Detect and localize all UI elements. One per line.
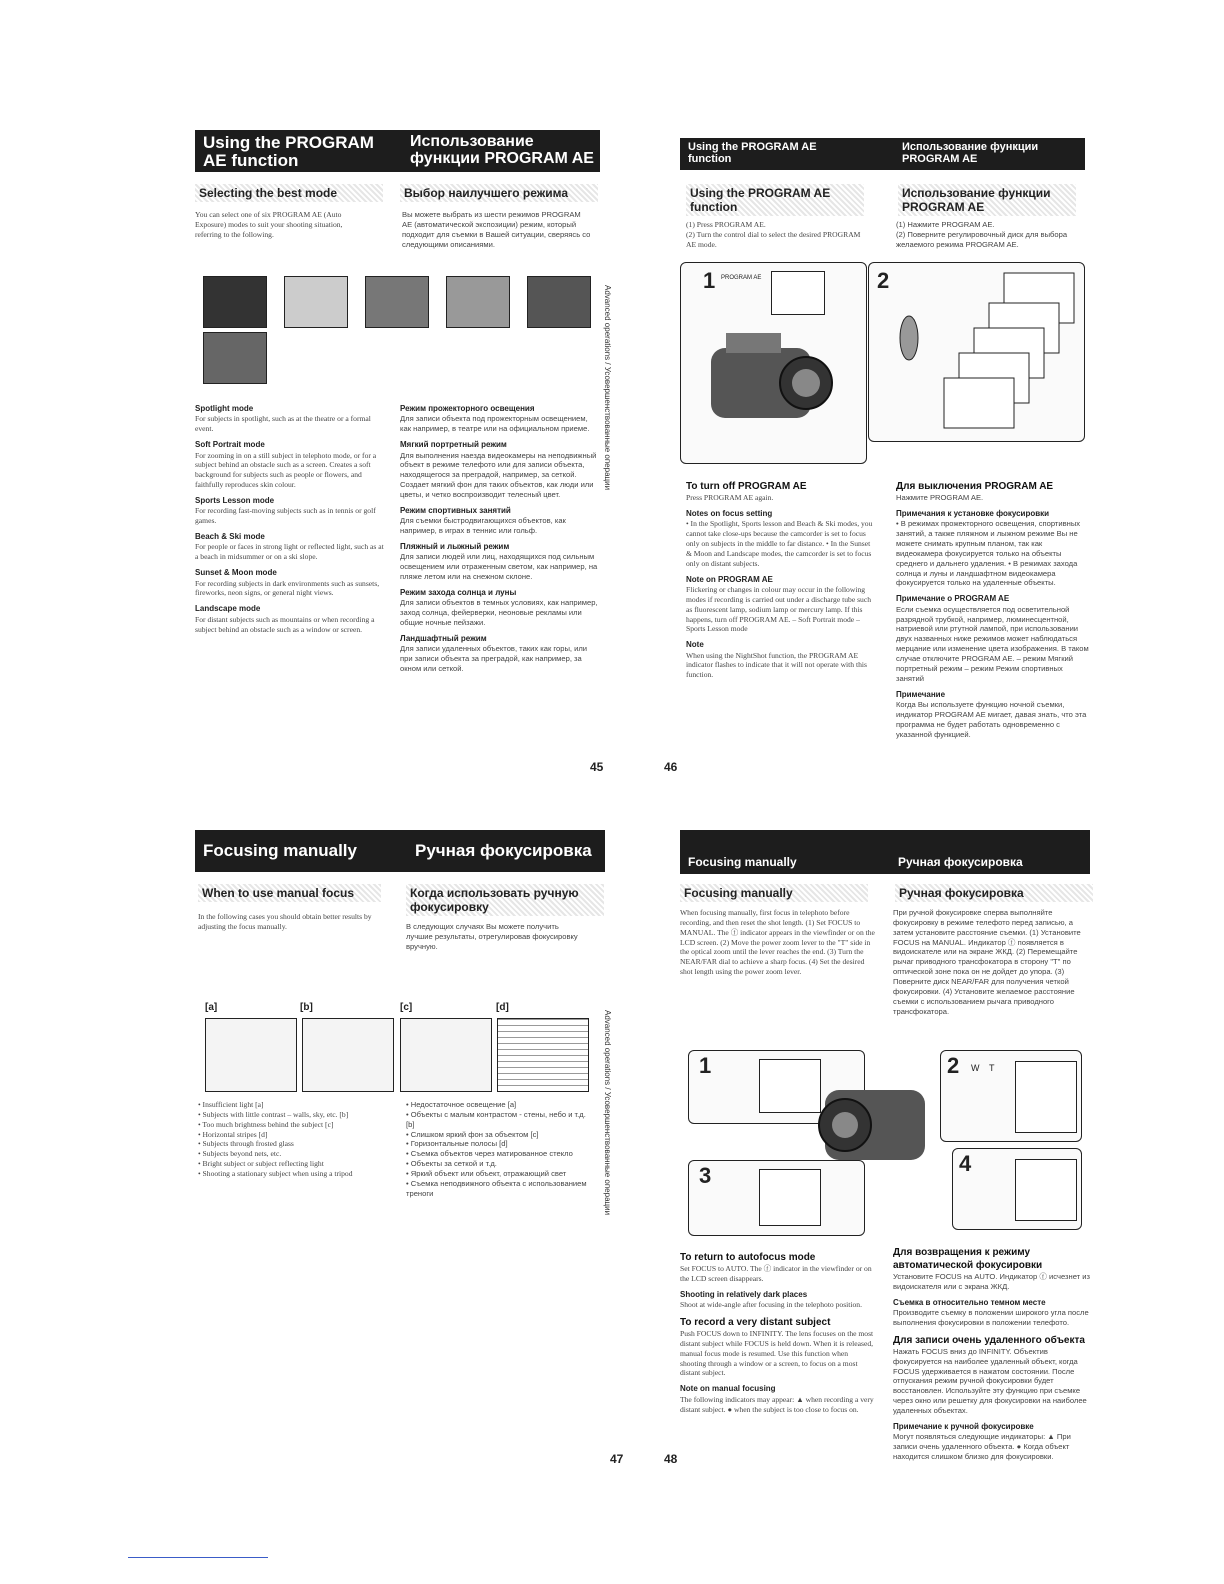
p47-page-number: 47 <box>610 1452 624 1466</box>
step-1-badge: 1 <box>699 1053 712 1078</box>
p47-side-tab: Advanced operations / Усовершенствованные операции <box>603 1010 612 1216</box>
panel-label-b: [b] <box>300 1002 313 1013</box>
para: Shoot at wide-angle after focusing in the telephoto position. <box>680 1300 862 1310</box>
mode-photo-landscape <box>203 332 267 384</box>
step-1-badge: 1 <box>703 268 716 293</box>
p48-title-ru: Ручная фокусировка <box>898 855 1023 869</box>
para: The following indicators may appear: ▲ when recording a very distant subject. ● when the subject is too close to focus on. <box>680 1394 874 1414</box>
p46-text-ru <box>896 474 1091 739</box>
heading: Примечания к установке фокусировки <box>896 508 1050 518</box>
p46-section-ru: Использование функции PROGRAM AE <box>898 184 1076 216</box>
heading: Съемка в относительно темном месте <box>893 1297 1046 1307</box>
heading: Note <box>686 640 704 650</box>
mode-title: Режим захода солнца и луны <box>400 587 517 597</box>
p45-title-en: Using the PROGRAM AE function <box>203 133 374 170</box>
mode-desc: For people or faces in strong light or reflected light, such as at a beach in midsummer or on a ski slope. <box>195 542 384 562</box>
heading: Shooting in relatively dark places <box>680 1289 808 1299</box>
focus-illustration-step-2 <box>940 1050 1082 1142</box>
p45-intro-ru: Вы можете выбрать из шести режимов PROGRAM AE (автоматической экспозиции) режим, который подходит для съемки в Вашей ситуации, сверяясь со следующими описаниями. <box>402 210 591 249</box>
heading: Для выключения PROGRAM AE <box>896 481 1054 492</box>
mode-desc: Для выполнения наезда видеокамеры на неподвижный объект в режиме телефото или для записи объекта, находящегося за преградой, например, за сеткой. Создает мягкий фон для таких объектов, как люди или цветы, и четко воспроизводит телесный цвет. <box>400 450 597 499</box>
control-dial-icon <box>869 263 1084 441</box>
p45-side-tab: Advanced operations / Усовершенствованные операции <box>603 285 612 491</box>
heading: Для возвращения к режиму автоматической фокусировки <box>893 1247 1043 1271</box>
p48-section-en: Focusing manually <box>680 884 868 902</box>
para: Если съемка осуществляется под осветительной разрядной трубкой, например, люминесцентной, натриевой или ртутной лампой, при использовании двух названных ниже режимов может наблюдаться мерцание или изменение цвета изображения. В таком случае отключите PROGRAM AE. – режим Мягкий портретный режим – режим Режим спортивных занятий <box>896 604 1089 683</box>
p46-text-en <box>686 474 876 680</box>
panel-c-window-drawing <box>400 1018 492 1092</box>
p45-section-ru: Выбор наилучшего режима <box>400 184 598 202</box>
heading: Примечание к ручной фокусировке <box>893 1421 1034 1431</box>
step: (2) Turn the control dial to select the desired PROGRAM AE mode. <box>686 229 861 249</box>
step: (1) Нажмите PROGRAM AE. <box>896 220 995 229</box>
p47-title-ru: Ручная фокусировка <box>415 841 592 860</box>
p45-modes-ru <box>400 398 600 674</box>
mode-photo-beach <box>446 276 510 328</box>
p47-section-ru: Когда использовать ручную фокусировку <box>406 884 604 916</box>
heading: Notes on focus setting <box>686 508 773 518</box>
p47-intro-ru: В следующих случаях Вы можете получить лучшие результаты, отрегулировав фокусировку вручную. <box>406 922 578 951</box>
list-item: • Horizontal stripes [d] <box>198 1129 268 1139</box>
mode-desc: For zooming in on a still subject in telephoto mode, or for a subject behind an obstacle such as a screen. Creates a soft background for subjects such as people or flowers, and faithfully reproduces skin colour. <box>195 450 377 490</box>
p45-title-ru: Использование функции PROGRAM AE <box>410 133 594 167</box>
mode-title: Landscape mode <box>195 604 261 614</box>
heading: Для записи очень удаленного объекта <box>893 1334 1085 1346</box>
heading: Примечание о PROGRAM AE <box>896 594 1010 604</box>
mode-desc: For recording fast-moving subjects such as in tennis or golf games. <box>195 506 376 526</box>
para: Press PROGRAM AE again. <box>686 493 774 502</box>
para: • In the Spotlight, Sports lesson and Beach & Ski modes, you cannot take close-ups because the camcorder is set to focus only on subjects in the middle to far distance. • In the Sunset & Moon and Landscape modes, the camcorder is set to focus only on distant subjects. <box>686 519 873 568</box>
mode-desc: Для записи удаленных объектов, таких как горы, или при записи объекта за преградой, как например, за окном или сеткой. <box>400 644 588 673</box>
list-item: • Объекты за сеткой и т.д. <box>406 1159 497 1169</box>
panel-d-stripes-drawing <box>497 1018 589 1092</box>
mode-title: Beach & Ski mode <box>195 532 265 542</box>
p48-page-number: 48 <box>664 1452 678 1466</box>
mode-desc: Для записи объекта под прожекторным освещением, как например, в театре или на официальном приеме. <box>400 414 590 434</box>
mode-title: Пляжный и лыжный режим <box>400 541 510 551</box>
camcorder-icon <box>681 263 866 463</box>
para: Flickering or changes in colour may occur in the following modes if recording is carried out under a discharge tube such as fluorescent lamp, sodium lamp or mercury lamp. If this happens, turn off PROGRAM AE. – Soft Portrait mode – Sports Lesson mode <box>686 584 872 634</box>
zoom-t-label: T <box>989 1063 995 1073</box>
list-item: • Bright subject or subject reflecting light <box>198 1159 324 1169</box>
focus-illustration-step-4 <box>952 1148 1082 1230</box>
list-item: • Съемка объектов через матированное стекло <box>406 1149 573 1159</box>
p46-title-ru: Использование функции PROGRAM AE <box>902 141 1039 165</box>
para: Когда Вы используете функцию ночной съемки, индикатор PROGRAM AE мигает, давая знать, что эта программа не будет работать одновременно с указанной функцией. <box>896 699 1087 739</box>
step: (2) Поверните регулировочный диск для выбора желаемого режима PROGRAM AE. <box>896 229 1068 249</box>
p46-title-banner <box>680 138 1085 170</box>
p45-page-number: 45 <box>590 760 604 774</box>
p48-intro-en: When focusing manually, first focus in telephoto before recording, and then reset the shot length. (1) Set FOCUS to MANUAL. The ⓕ indicator appears in the viewfinder or on the LCD screen. (2) Move the power zoom lever to the "T" side in the optical zoom until the lever reaches the end. (3) Turn the NEAR/FAR dial to achieve a sharp focus. (4) Set the desired shot length using the power zoom lever. <box>680 908 875 977</box>
mode-photo-portrait <box>284 276 348 328</box>
mode-title: Режим прожекторного освещения <box>400 404 535 413</box>
mode-desc: Для записи объектов в темных условиях, как например, заход солнца, фейерверки, неоновые рекламы или общие ночные пейзажи. <box>400 598 598 627</box>
list-item: • Insufficient light [a] <box>198 1100 264 1109</box>
list-item: • Shooting a stationary subject when using a tripod <box>198 1169 353 1179</box>
focus-illustration-step-3 <box>688 1160 865 1236</box>
panel-label-a: [a] <box>205 1002 218 1013</box>
list-item: • Too much brightness behind the subject [c] <box>198 1119 334 1129</box>
viewfinder-screen <box>1015 1061 1077 1133</box>
mode-title: Sunset & Moon mode <box>195 568 277 578</box>
mode-desc: For distant subjects such as mountains or when recording a subject behind an obstacle such as a window or screen. <box>195 614 375 634</box>
p47-title-en: Focusing manually <box>203 841 357 860</box>
p46-section-en: Using the PROGRAM AE function <box>686 184 864 216</box>
list-item: • Subjects with little contrast – walls, sky, etc. [b] <box>198 1109 349 1119</box>
para: Нажмите PROGRAM AE. <box>896 493 984 502</box>
para: Производите съемку в положении широкого угла после выполнения фокусировки в положении телефото. <box>893 1308 1089 1327</box>
p46-page-number: 46 <box>664 760 678 774</box>
mode-title: Spotlight mode <box>195 404 254 413</box>
p47-intro-en: In the following cases you should obtain better results by adjusting the focus manually. <box>198 912 372 931</box>
heading: Note on manual focusing <box>680 1384 776 1394</box>
step-2-badge: 2 <box>947 1053 960 1078</box>
viewfinder-screen <box>759 1169 821 1226</box>
p48-intro-ru: При ручной фокусировке сперва выполняйте фокусировку в режиме телефото перед записью, а затем установите расстояние съемки. (1) Установите FOCUS на MANUAL. Индикатор ⓕ появляется в видоискателе или на экране ЖКД. (2) Перемещайте рычаг приводного трансфокатора в сторону "T" по оптической зоне пока он не дойдет до упора. (3) Поверните диск NEAR/FAR для получения четкой фокусировки. (4) Установите желаемое расстояние съемки с использованием рычага приводного трансфокатора. <box>893 908 1081 1016</box>
viewfinder-screen <box>1015 1159 1077 1221</box>
mode-title: Мягкий портретный режим <box>400 440 507 450</box>
heading: Note on PROGRAM AE <box>686 574 773 584</box>
panel-label-d: [d] <box>496 1002 509 1013</box>
p48-title-en: Focusing manually <box>688 855 797 869</box>
para: When using the NightShot function, the PROGRAM AE indicator flashes to indicate that it will not operate with this function. <box>686 650 867 680</box>
para: Установите FOCUS на AUTO. Индикатор ⓕ исчезнет из видоискателя или с экрана ЖКД. <box>893 1272 1090 1291</box>
heading: To turn off PROGRAM AE <box>686 481 807 492</box>
p48-title-banner <box>680 830 1090 874</box>
para: • В режимах прожекторного освещения, спортивных занятий, а также пляжном и лыжном режиме Вы не можете снимать крупным планом, так как видеокамера фокусируется только на объекты среднего и дальнего удаления. • В режимах захода солнца и луны и ландшафтном видеокамера фокусируется только на удаленные объекты. <box>896 519 1081 588</box>
mode-photo-sports <box>365 276 429 328</box>
p48-text-en <box>680 1245 875 1414</box>
p47-list-ru <box>406 1100 596 1199</box>
mode-desc: For subjects in spotlight, such as at the theatre or a formal event. <box>195 414 371 434</box>
list-item: • Subjects beyond nets, etc. <box>198 1149 282 1159</box>
panel-b-wall-drawing <box>302 1018 394 1092</box>
step-4-badge: 4 <box>959 1151 972 1176</box>
mode-title: Sports Lesson mode <box>195 495 275 505</box>
zoom-w-label: W <box>971 1063 980 1073</box>
p48-text-ru <box>893 1240 1091 1462</box>
dial-illustration-program-ae <box>868 262 1085 442</box>
p47-list-en <box>198 1100 388 1179</box>
p45-intro-en: You can select one of six PROGRAM AE (Auto Exposure) modes to suit your shooting situation, referring to the following. <box>195 210 343 239</box>
panel-label-c: [c] <box>400 1002 413 1013</box>
step-3-badge: 3 <box>699 1163 712 1188</box>
list-item: • Слишком яркий фон за объектом [c] <box>406 1129 539 1139</box>
panel-a-couple-drawing <box>205 1018 297 1092</box>
list-item: • Объекты с малым контрастом - стены, небо и т.д. [b] <box>406 1109 586 1129</box>
heading: To return to autofocus mode <box>680 1252 816 1263</box>
list-item: • Съемка неподвижного объекта с использованием треноги <box>406 1178 587 1198</box>
footer-underline <box>128 1557 268 1558</box>
mode-desc: For recording subjects in dark environments such as sunsets, fireworks, neon signs, or general night views. <box>195 578 380 598</box>
mode-title: Soft Portrait mode <box>195 440 265 450</box>
para: Set FOCUS to AUTO. The ⓕ indicator in the viewfinder or on the LCD screen disappears. <box>680 1264 872 1283</box>
list-item: • Горизонтальные полосы [d] <box>406 1139 508 1149</box>
mode-desc: Для записи людей или лиц, находящихся под сильным освещением или отраженным светом, как например, на пляже летом или на снежном склоне. <box>400 552 598 582</box>
mode-desc: Для съемки быстродвигающихся объектов, как например, в играх в теннис или гольф. <box>400 516 566 536</box>
heading: To record a very distant subject <box>680 1316 831 1328</box>
p48-section-ru: Ручная фокусировка <box>895 884 1093 902</box>
list-item: • Subjects through frosted glass <box>198 1139 294 1149</box>
step: (1) Press PROGRAM AE. <box>686 220 766 229</box>
mode-title: Режим спортивных занятий <box>400 505 511 515</box>
camcorder-illustration-program-ae <box>680 262 867 464</box>
list-item: • Яркий объект или объект, отражающий свет <box>406 1169 567 1179</box>
p45-title-banner <box>195 130 600 172</box>
para: Нажать FOCUS вниз до INFINITY. Объектив фокусируется на наиболее удаленный объект, когда FOCUS удерживается в нажатом состоянии. После отпускания режим ручной фокусировки будет восстановлен. Используйте эту функцию при съемке через окно или решетку для фокусировки на наиболее удаленных объектах. <box>893 1346 1087 1415</box>
heading: Примечание <box>896 689 946 699</box>
p46-title-en: Using the PROGRAM AE function <box>688 141 817 165</box>
step-2-badge: 2 <box>877 268 890 293</box>
p47-section-en: When to use manual focus <box>198 884 381 902</box>
mode-photo-spotlight <box>203 276 267 328</box>
mode-title: Ландшафтный режим <box>400 633 487 643</box>
p45-section-en: Selecting the best mode <box>195 184 383 202</box>
p45-modes-en <box>195 398 385 634</box>
para: Могут появляться следующие индикаторы: ▲ При записи очень удаленного объекта. ● Когда объект находится слишком близко для фокусировки. <box>893 1432 1071 1461</box>
para: Push FOCUS down to INFINITY. The lens focuses on the most distant subject while FOCUS is held down. When it is released, manual focus mode is resumed. Use this function when shooting through a window or a screen, to focus on a most distant subject. <box>680 1328 874 1378</box>
p46-steps-en <box>686 220 866 250</box>
p47-title-banner <box>195 830 605 872</box>
list-item: • Недостаточное освещение [a] <box>406 1100 517 1109</box>
mode-photo-sunset <box>527 276 591 328</box>
program-ae-button-label: PROGRAM AE <box>721 275 762 281</box>
p46-steps-ru <box>896 220 1091 250</box>
